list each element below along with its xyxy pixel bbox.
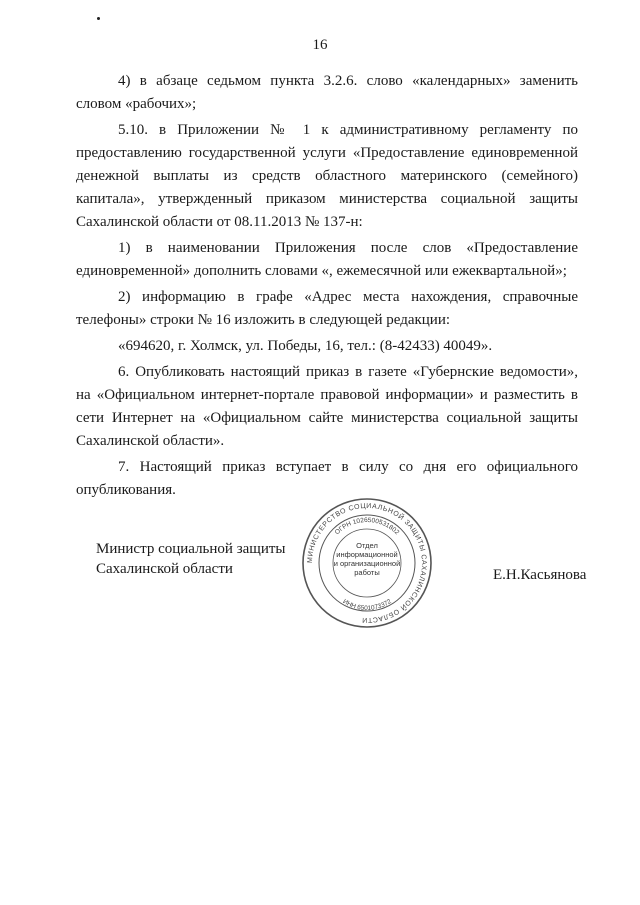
stamp-ring-text: МИНИСТЕРСТВО СОЦИАЛЬНОЙ ЗАЩИТЫ САХАЛИНСКОЙ ОБЛАСТИ bbox=[306, 502, 428, 624]
signatory-name: Е.Н.Касьянова bbox=[493, 567, 587, 583]
stamp-center-line: Отдел bbox=[356, 541, 378, 550]
stamp-inn: ИНН 6501073372 bbox=[341, 598, 393, 613]
signatory-title-line: Сахалинской области bbox=[96, 561, 233, 577]
signatory-title bbox=[96, 539, 286, 579]
scan-speck bbox=[97, 17, 100, 20]
svg-text:ОГРН 1026500531802 bbox=[334, 517, 401, 537]
svg-text:ИНН 6501073372 bbox=[341, 598, 393, 612]
stamp-center-line: информационной bbox=[336, 550, 398, 559]
official-stamp bbox=[301, 497, 433, 629]
document-body bbox=[76, 70, 578, 505]
paragraph: 7. Настоящий приказ вступает в силу со дня его официального опубликования. bbox=[76, 459, 578, 498]
paragraph: 2) информацию в графе «Адрес места нахождения, справочные телефоны» строки № 16 изложить в следующей редакции: bbox=[76, 289, 578, 328]
paragraph: 4) в абзаце седьмом пункта 3.2.6. слово «календарных» заменить словом «рабочих»; bbox=[76, 73, 578, 112]
paragraph: 6. Опубликовать настоящий приказ в газете «Губернские ведомости», на «Официальном интернет-портале правовой информации» и разместить в сети Интернет на «Официальном сайте министерства социальной защиты Сахалинской области». bbox=[76, 364, 578, 449]
paragraph: 5.10. в Приложении № 1 к административному регламенту по предоставлению государственной услуги «Предоставление единовременной денежной выплаты из средств областного материнского (семейного) капитала», утвержденный приказом министерства социальной защиты Сахалинской области от 08.11.2013 № 137-н: bbox=[76, 122, 578, 230]
page-number: 16 bbox=[312, 37, 328, 53]
stamp-center-text bbox=[327, 541, 407, 577]
stamp-center-line: и организационной bbox=[333, 559, 401, 568]
paragraph: 1) в наименовании Приложения после слов «Предоставление единовременной» дополнить словами «, ежемесячной или ежеквартальной»; bbox=[76, 240, 578, 279]
paragraph: «694620, г. Холмск, ул. Победы, 16, тел.: (8-42433) 40049». bbox=[118, 338, 493, 354]
stamp-ogrn: ОГРН 1026500531802 bbox=[333, 516, 401, 537]
stamp-center-line: работы bbox=[354, 568, 380, 577]
signatory-title-line: Министр социальной защиты bbox=[96, 541, 286, 557]
